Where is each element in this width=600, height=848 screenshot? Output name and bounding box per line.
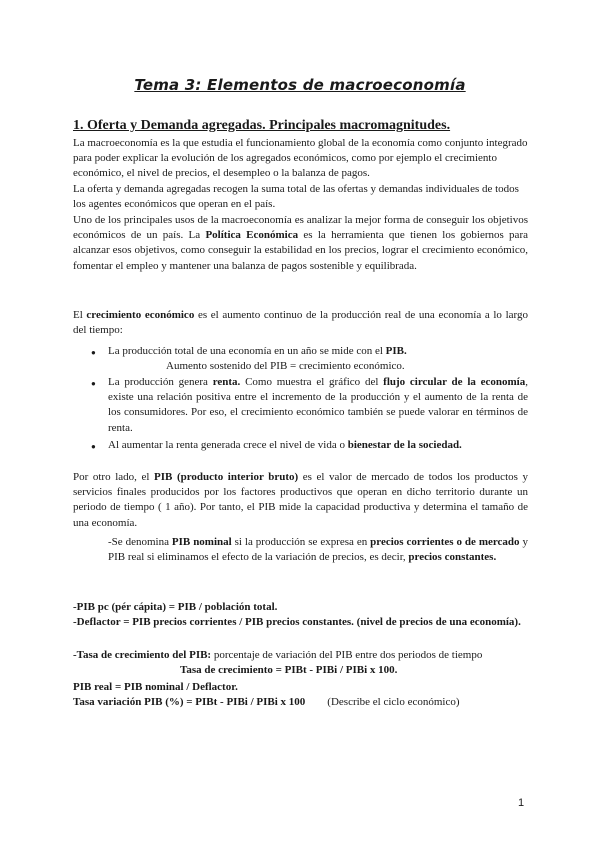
page-number: 1 xyxy=(518,797,525,809)
paragraph-crecimiento: El crecimiento económico es el aumento continuo de la producción real de una economía a lo largo del tiempo: xyxy=(73,309,528,337)
paragraph-pib: Por otro lado, el PIB (producto interior bruto) es el valor de mercado de todos los productos y servicios finales producidos por los factores productivos que operan en dicho territorio durante un periodo de tiempo ( 1 año). Por tanto, el PIB mide la capacidad productiva y determina el tamaño de una economía. xyxy=(73,471,528,529)
bullet-item-bienestar: Al aumentar la renta generada crece el nivel de vida o bienestar de la sociedad. xyxy=(108,439,462,451)
paragraph-politica-economica: Uno de los principales usos de la macroeconomía es analizar la mejor forma de conseguir los objetivos económicos de un país. La Política Económica es la herramienta que tienen los gobiernos para alcanzar esos objetivos, como conseguir la estabilidad en los precios, lograr el crecimiento económico, fomentar el empleo y mantener una balanza de pagos sostenible y equilibrada. xyxy=(73,214,528,272)
section-heading: 1. Oferta y Demanda agregadas. Principales macromagnitudes. xyxy=(73,118,451,133)
bullet-subline: Aumento sostenido del PIB = crecimiento económico. xyxy=(166,360,405,372)
paragraph-macroeconomia: La macroeconomía es la que estudia el funcionamiento global de la economía como conjunto integrado para poder explicar la evolución de los agregados económicos, como por ejemplo el crecimiento económico, el nivel de precios, el desempleo o la balanza de pagos. xyxy=(73,137,528,180)
formula-tasa-variacion: Tasa variación PIB (%) = PIBt - PIBi / PIBi x 100 (Describe el ciclo económico) xyxy=(73,696,460,708)
formula-tasa-label: -Tasa de crecimiento del PIB: porcentaje de variación del PIB entre dos periodos de tiempo xyxy=(73,649,483,661)
page-title: Tema 3: Elementos de macroeconomía xyxy=(134,76,466,94)
bullet-icon: ● xyxy=(91,442,96,451)
paragraph-oferta-demanda: La oferta y demanda agregadas recogen la suma total de las ofertas y demandas individuales de todos los agentes económicos que operan en el país. xyxy=(73,183,519,211)
bullet-item-pib: La producción total de una economía en un año se mide con el PIB. xyxy=(108,345,407,357)
formula-deflactor: -Deflactor = PIB precios corrientes / PIB precios constantes. (nivel de precios de una economía). xyxy=(73,616,521,628)
bullet-icon: ● xyxy=(91,379,96,388)
formula-pib-pc: -PIB pc (pér cápita) = PIB / población total. xyxy=(73,601,278,613)
formula-tasa-crecimiento: Tasa de crecimiento = PIBt - PIBi / PIBi x 100. xyxy=(180,664,398,676)
bullet-item-renta: La producción genera renta. Como muestra el gráfico del flujo circular de la economía, existe una relación positiva entre el incremento de la producción y el aumento de la renta de los consumidores. Por eso, el crecimiento económico también se puede valorar en términos de renta. xyxy=(108,376,528,434)
paragraph-pib-nominal: -Se denomina PIB nominal si la producción se expresa en precios corrientes o de mercado y PIB real si eliminamos el efecto de la variación de precios, es decir, precios constantes. xyxy=(108,536,528,564)
formula-pib-real: PIB real = PIB nominal / Deflactor. xyxy=(73,681,238,693)
bullet-icon: ● xyxy=(91,348,96,357)
